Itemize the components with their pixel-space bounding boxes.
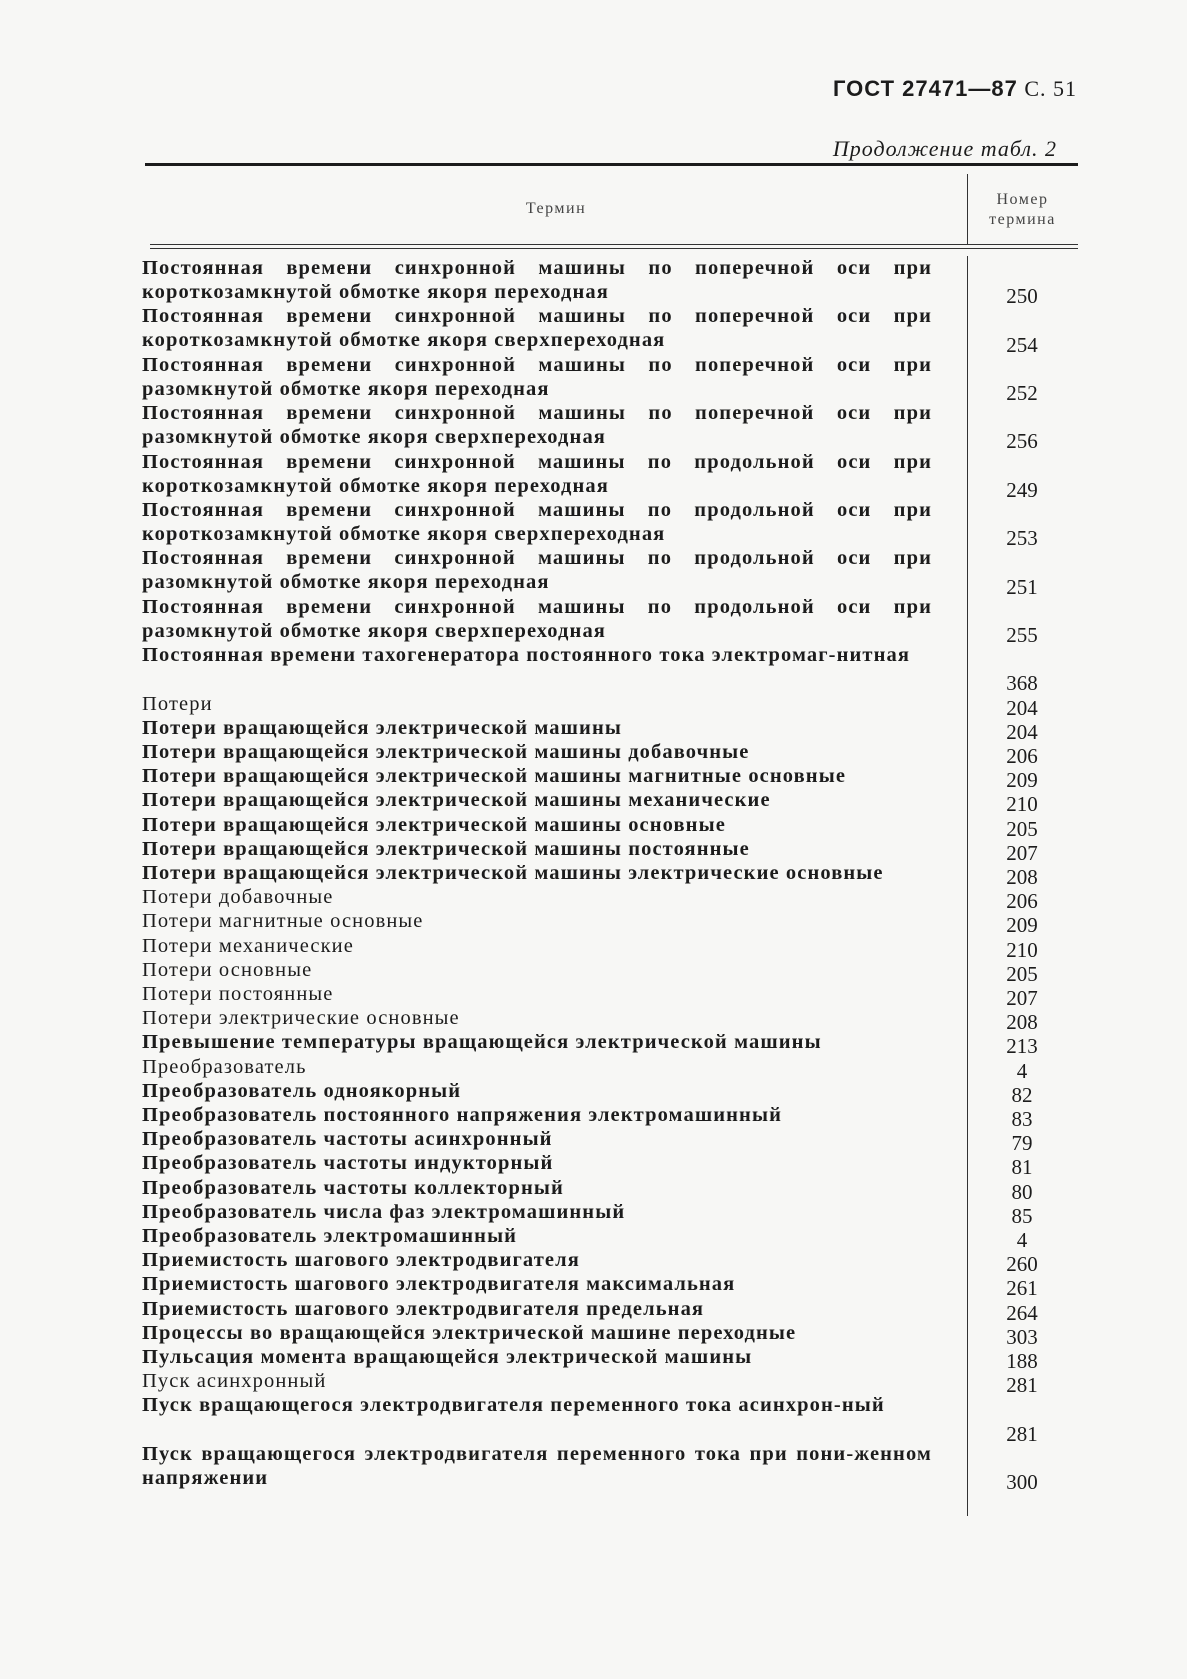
column-divider-body bbox=[967, 256, 968, 1516]
term-text: Преобразователь частоты коллекторный bbox=[142, 1176, 564, 1199]
term-text: Пульсация момента вращающейся электрической машины bbox=[142, 1346, 753, 1368]
table-header bbox=[145, 168, 1078, 244]
term-text: Постоянная времени синхронной машины по продольной оси при короткозамкнутой обмотке якоря переходная bbox=[142, 450, 932, 497]
term-text: Пуск асинхронный bbox=[142, 1370, 327, 1393]
term-text: Преобразователь электромашинный bbox=[142, 1225, 518, 1247]
term-number: 188 bbox=[1006, 1349, 1038, 1373]
page-number: С. 51 bbox=[1024, 76, 1077, 101]
term-text: Постоянная времени синхронной машины по поперечной оси при короткозамкнутой обмотке якоря переходная bbox=[142, 257, 932, 303]
term-text: Потери вращающейся электрической машины магнитные основные bbox=[142, 765, 847, 788]
term-number: 251 bbox=[1006, 574, 1038, 599]
term-number: 80 bbox=[1011, 1179, 1033, 1204]
term-number: 252 bbox=[1006, 381, 1038, 405]
term-text: Преобразователь частоты индукторный bbox=[142, 1152, 554, 1175]
term-number: 204 bbox=[1006, 695, 1038, 720]
term-text: Потери механические bbox=[142, 934, 354, 957]
term-number: 205 bbox=[1006, 816, 1038, 841]
term-text: Постоянная времени тахогенератора постоянного тока электромаг-нитная bbox=[142, 644, 911, 667]
term-number: 254 bbox=[1006, 332, 1038, 357]
term-text: Потери основные bbox=[142, 958, 313, 981]
term-text: Потери вращающейся электрической машины механические bbox=[142, 789, 771, 812]
term-text: Постоянная времени синхронной машины по поперечной оси при разомкнутой обмотке якоря сверхпереходная bbox=[142, 402, 932, 449]
term-text: Потери вращающейся электрической машины постоянные bbox=[142, 837, 750, 860]
term-number: 79 bbox=[1011, 1131, 1033, 1156]
term-number: 281 bbox=[1006, 1373, 1038, 1398]
term-number: 208 bbox=[1006, 865, 1038, 889]
term-text: Потери электрические основные bbox=[142, 1007, 460, 1030]
term-number: 4 bbox=[1016, 1058, 1028, 1083]
term-number: 83 bbox=[1011, 1107, 1033, 1131]
term-number: 207 bbox=[1006, 840, 1038, 865]
term-text: Потери вращающейся электрической машины добавочные bbox=[142, 741, 750, 763]
term-number: 250 bbox=[1006, 284, 1038, 309]
term-number: 206 bbox=[1006, 889, 1038, 914]
term-number: 261 bbox=[1006, 1276, 1038, 1301]
table-top-rule bbox=[145, 163, 1078, 166]
term-text: Приемистость шагового электродвигателя максимальная bbox=[142, 1273, 736, 1296]
term-text: Постоянная времени синхронной машины по продольной оси при разомкнутой обмотке якоря переходная bbox=[142, 547, 932, 594]
page-header bbox=[833, 76, 1077, 102]
header-double-rule bbox=[150, 244, 1078, 249]
term-text: Преобразователь bbox=[142, 1055, 307, 1078]
term-number: 81 bbox=[1011, 1155, 1033, 1180]
term-number: 209 bbox=[1006, 913, 1038, 938]
term-number: 255 bbox=[1006, 623, 1038, 647]
term-text: Приемистость шагового электродвигателя предельная bbox=[142, 1297, 705, 1320]
term-number: 300 bbox=[1006, 1470, 1038, 1494]
term-text: Пуск вращающегося электродвигателя переменного тока при пони-женном напряжении bbox=[142, 1442, 932, 1489]
term-text: Потери добавочные bbox=[142, 886, 334, 909]
term-text: Постоянная времени синхронной машины по поперечной оси при короткозамкнутой обмотке якоря сверхпереходная bbox=[142, 305, 932, 352]
column-divider-header bbox=[967, 174, 968, 244]
term-text: Потери магнитные основные bbox=[142, 910, 424, 933]
column-header-term: Термин bbox=[525, 200, 587, 217]
term-number: 210 bbox=[1006, 937, 1038, 962]
term-text: Постоянная времени синхронной машины по продольной оси при короткозамкнутой обмотке якоря сверхпереходная bbox=[142, 499, 932, 545]
term-text: Пуск вращающегося электродвигателя переменного тока асинхрон-ный bbox=[142, 1394, 885, 1417]
term-number: 204 bbox=[1006, 719, 1038, 744]
term-text: Преобразователь постоянного напряжения электромашинный bbox=[142, 1104, 782, 1126]
term-text: Преобразователь частоты асинхронный bbox=[142, 1128, 553, 1151]
term-text: Превышение температуры вращающейся электрической машины bbox=[142, 1031, 822, 1054]
term-number: 281 bbox=[1006, 1421, 1038, 1446]
term-number: 260 bbox=[1006, 1252, 1038, 1277]
term-number: 206 bbox=[1006, 744, 1038, 768]
term-text: Процессы во вращающейся электрической машине переходные bbox=[142, 1321, 797, 1344]
column-header-number: Номер термина bbox=[989, 191, 1056, 228]
term-number: 208 bbox=[1006, 1010, 1038, 1035]
term-number: 85 bbox=[1011, 1203, 1033, 1228]
term-text: Потери вращающейся электрической машины электрические основные bbox=[142, 862, 884, 884]
term-number: 209 bbox=[1006, 768, 1038, 793]
term-number: 253 bbox=[1006, 526, 1038, 551]
term-text: Потери постоянные bbox=[142, 983, 334, 1005]
term-number: 256 bbox=[1006, 429, 1038, 454]
term-text: Постоянная времени синхронной машины по поперечной оси при разомкнутой обмотке якоря переходная bbox=[142, 353, 932, 400]
term-number: 4 bbox=[1016, 1228, 1028, 1252]
term-number: 82 bbox=[1011, 1082, 1033, 1107]
term-text: Постоянная времени синхронной машины по продольной оси при разомкнутой обмотке якоря сверхпереходная bbox=[142, 595, 932, 642]
table-continuation-label: Продолжение табл. 2 bbox=[832, 136, 1057, 161]
term-number: 210 bbox=[1006, 792, 1038, 817]
term-text: Потери вращающейся электрической машины bbox=[142, 716, 622, 739]
term-number: 207 bbox=[1006, 986, 1038, 1010]
term-text: Приемистость шагового электродвигателя bbox=[142, 1249, 580, 1272]
term-number: 368 bbox=[1006, 671, 1038, 696]
standard-number: ГОСТ 27471—87 bbox=[832, 76, 1018, 101]
term-text: Преобразователь числа фаз электромашинный bbox=[142, 1200, 626, 1223]
term-number: 213 bbox=[1006, 1034, 1038, 1059]
term-text: Потери вращающейся электрической машины основные bbox=[142, 813, 726, 836]
term-text: Потери bbox=[142, 692, 213, 715]
term-text: Преобразователь одноякорный bbox=[142, 1079, 462, 1102]
term-number: 303 bbox=[1006, 1324, 1038, 1349]
term-number: 249 bbox=[1006, 477, 1038, 502]
term-number: 205 bbox=[1006, 961, 1038, 986]
term-number: 264 bbox=[1006, 1300, 1038, 1325]
